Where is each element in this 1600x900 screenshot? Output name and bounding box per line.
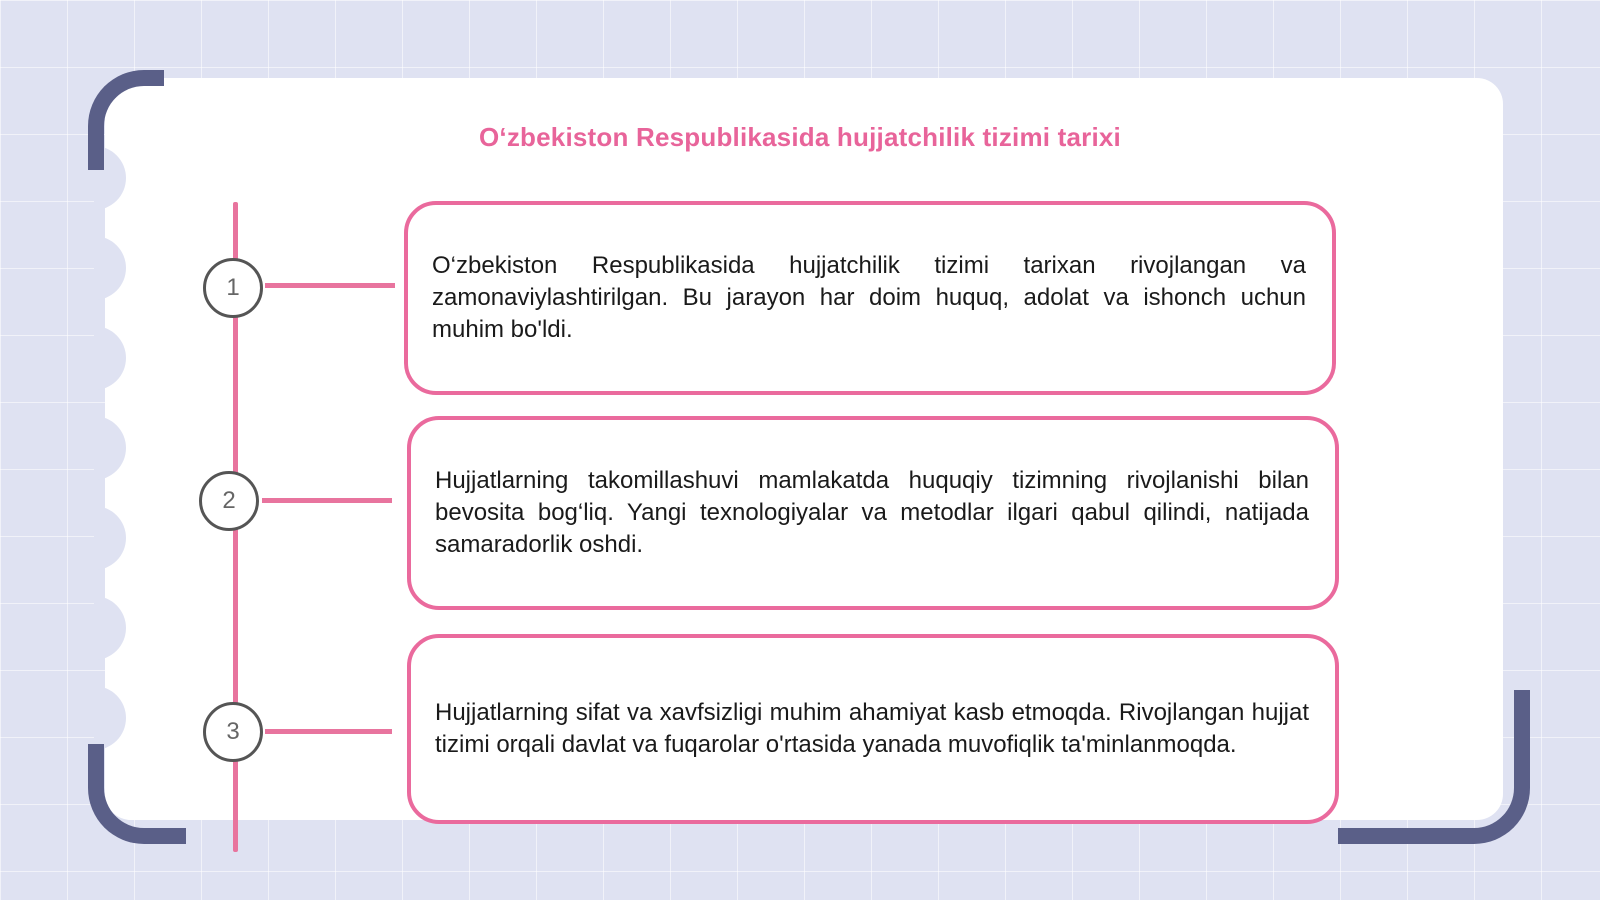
frame-corner-bottom-right (1338, 690, 1530, 844)
frame-corner-top-left (88, 70, 164, 170)
slide-title: O‘zbekiston Respublikasida hujjatchilik tizimi tarixi (479, 122, 1121, 152)
timeline-marker: 3 (203, 702, 263, 762)
frame-corner-bottom-left (88, 744, 186, 844)
timeline-connector (265, 283, 395, 288)
timeline-item-box (404, 201, 1336, 395)
timeline-item-text: Hujjatlarning takomillashuvi mamlakatda huquqiy tizimning rivojlanishi bilan bevosita bog‘liq. Yangi texnologiyalar va metodlar ilgari qabul qilindi, natijada samaradorlik oshdi. (435, 467, 1309, 558)
timeline-connector (262, 498, 392, 503)
timeline-item-text: O‘zbekiston Respublikasida hujjatchilik tizimi tarixan rivojlangan va zamonaviylashtirilgan. Bu jarayon har doim huquq, adolat va ishonch uchun muhim bo'ldi. (432, 252, 1306, 343)
timeline-item-text: Hujjatlarning sifat va xavfsizligi muhim ahamiyat kasb etmoqda. Rivojlangan hujjat tizimi orqali davlat va fuqarolar o'rtasida yanada muvofiqlik ta'minlanmoqda. (435, 699, 1309, 758)
timeline-marker: 1 (203, 258, 263, 318)
timeline-item-box (407, 634, 1339, 824)
timeline-item-box (407, 416, 1339, 610)
timeline-marker: 2 (199, 471, 259, 531)
timeline-connector (265, 729, 392, 734)
